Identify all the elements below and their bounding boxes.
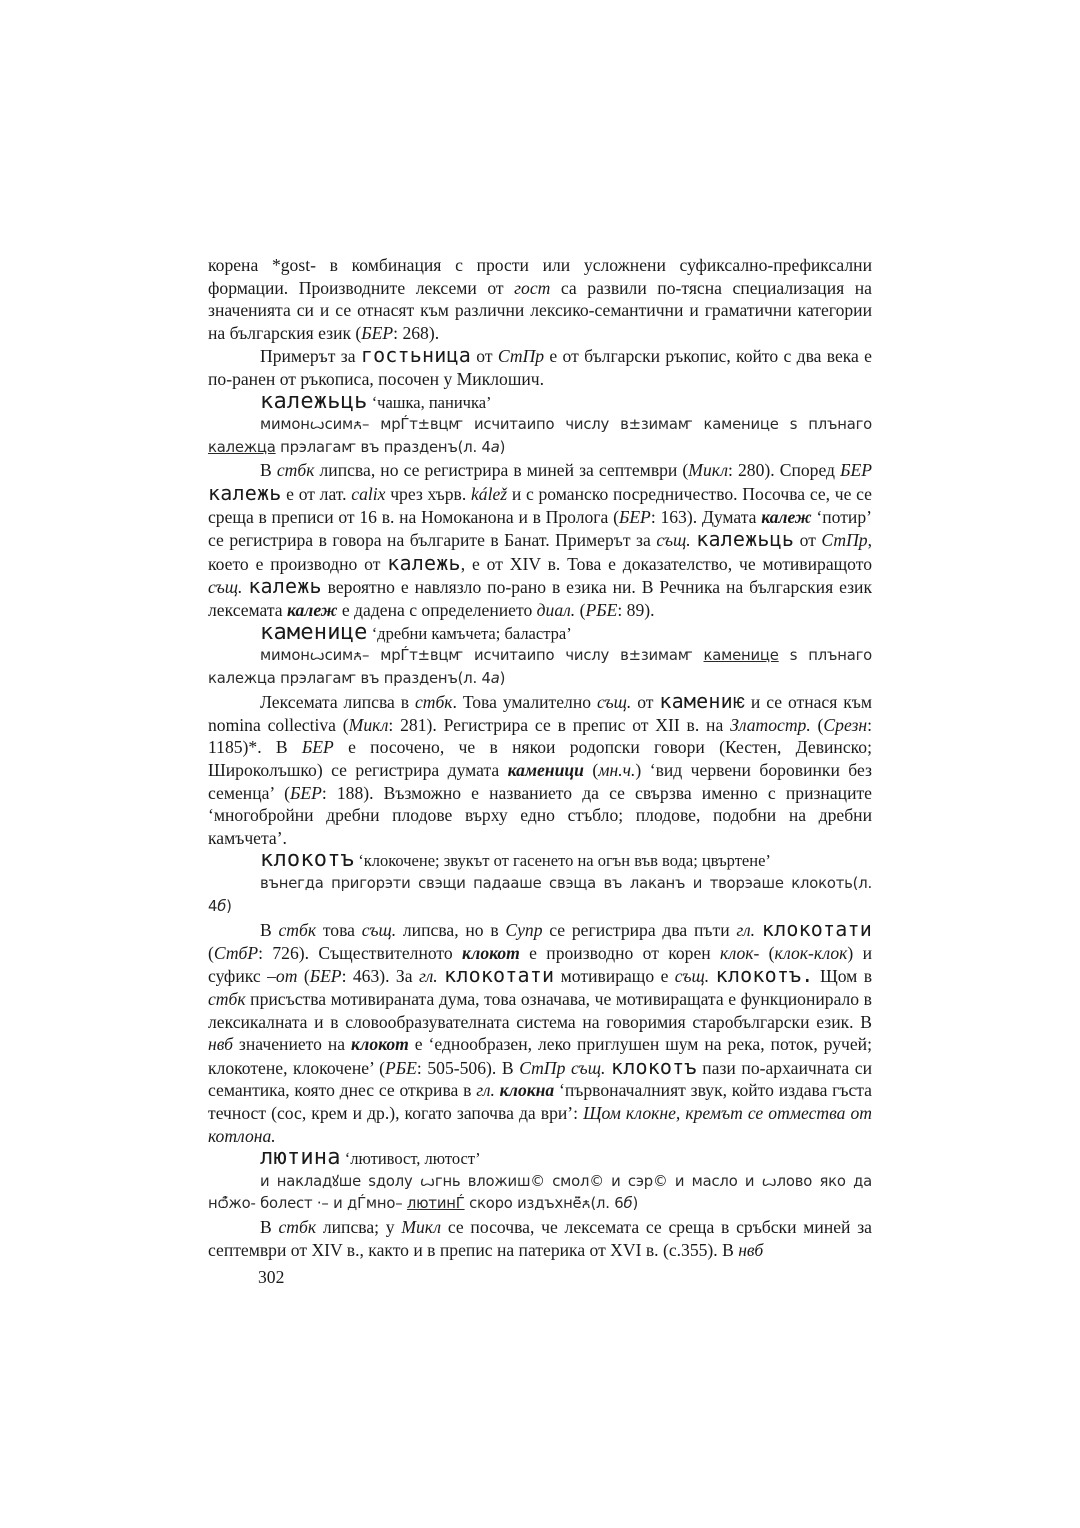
text-run: същ.: [208, 577, 243, 598]
text-run: : 268).: [393, 322, 440, 343]
text-run: СтПр: [497, 346, 545, 367]
text-run: значението на: [232, 1034, 352, 1055]
text-run: клокотъ.: [715, 963, 814, 988]
entry-headword-kamenitse: [208, 619, 872, 646]
text-run: клокотъ: [260, 847, 355, 873]
text-run: скоро издъхнё̃ꙉ(л. 6: [464, 1195, 624, 1213]
entry-headword-kalezhts: [208, 388, 872, 415]
text-run: калежь: [387, 550, 461, 575]
text-run: : 188). Възможно е названието да се свързва именно с признаците ‘многобройни дребни плодове върху едно стъбло; плодове, подобни на дребни камъчета’.: [208, 782, 872, 848]
text-run: гл.: [476, 1080, 495, 1101]
entry-body-kalezhts: [208, 459, 872, 621]
text-run: БЕР: [289, 782, 322, 803]
text-run: ) ‘вид червени боровинки без семенца’ (: [208, 760, 872, 803]
text-run: присъства мотивираната дума, това означава, че мотивиращата е функционирало в лексикалната и в словообразувателната система на говоримия старобългарски език. В: [208, 989, 872, 1032]
entry-quote-klokot: [208, 873, 872, 918]
text-run: калежьць: [696, 527, 795, 552]
entry-body-klokot: [208, 918, 872, 1147]
text-run: Срезн: [823, 714, 868, 735]
text-run: мимонꙍсимꙉ– мрЃт±вцꙧ исчитаипо числу в±зимаꙧ каменице ѕ плънаго: [260, 416, 872, 434]
entry-body-lyutina: [208, 1216, 872, 1261]
text-run: и накладꙋше ѕдолу ꙍгнь вложиш© смол© и сэр© и масло и ꙍлово яко да нѻ҆̃жо- болест ·– и дЃмно–: [208, 1172, 872, 1213]
text-run: чрез хърв.: [385, 483, 471, 504]
text-run: (: [759, 942, 775, 963]
entry-quote-lyutina: [208, 1171, 872, 1216]
text-run: клокотъ: [610, 1054, 697, 1079]
text-run: мимонꙍсимꙉ– мрЃт±вцꙧ исчитаипо числу в±зимаꙧ: [260, 647, 704, 665]
text-run: ‘чашка, паничка’: [367, 392, 492, 412]
text-run: гл.: [418, 966, 438, 987]
text-run: БЕР: [840, 460, 872, 481]
text-run: калеж: [761, 506, 812, 527]
text-run: стбк: [414, 692, 453, 713]
text-run: е производно от корен: [519, 942, 720, 963]
text-run: ) и суфикс: [208, 942, 872, 987]
text-run: същ.: [674, 966, 710, 987]
text-run: ‘потир’ се регистрира в говора на българите в Банат. Примерът за: [208, 506, 872, 551]
text-run: (: [810, 714, 824, 735]
paragraph-intro: [208, 254, 872, 344]
text-run: ): [499, 669, 506, 687]
text-run: от: [794, 530, 822, 551]
text-run: същ.: [361, 920, 397, 941]
text-run: а: [490, 669, 500, 687]
text-run: стбк: [278, 920, 317, 941]
text-run: от: [631, 692, 660, 713]
text-run: Микл: [401, 1216, 442, 1237]
text-run: е дадена с определението: [337, 599, 537, 620]
text-run: б: [623, 1195, 633, 1213]
text-run: : 505-506). В: [416, 1057, 520, 1078]
text-run: РБЕ: [585, 599, 618, 620]
text-run: същ.: [596, 692, 632, 713]
text-run: [755, 920, 762, 940]
text-run: БЕР: [301, 737, 334, 758]
text-run: В: [260, 460, 277, 481]
text-run: се посочва, че лексемата се среща в сръбски миней за септември от XIV в., както и в препис на патерика от XVI в. (с.355). В: [208, 1216, 872, 1260]
text-run: е ‘еднообразен, леко приглушен шум на река, поток, ручей; клокотене, клокочене’ (: [208, 1034, 872, 1078]
text-run: това: [316, 920, 362, 941]
text-run: мн.ч.: [598, 760, 636, 781]
text-run: камeници: [507, 760, 584, 781]
text-run: (: [583, 760, 599, 781]
text-run: клок-клок: [774, 942, 848, 963]
text-run: kálež: [470, 483, 508, 504]
text-run: ): [226, 897, 232, 915]
text-run: ): [632, 1195, 639, 1213]
paragraph-primer: [208, 344, 872, 390]
text-run: калежь: [208, 480, 282, 505]
text-run: ‘дребни камъчета; баластра’: [367, 623, 572, 643]
text-run: клокотати: [761, 917, 873, 942]
text-run: : 281). Регистрира се в препис от XII в. на: [388, 714, 731, 735]
text-run: РБЕ: [385, 1057, 417, 1078]
text-run: клок-: [720, 942, 760, 963]
text-run: БЕР: [309, 966, 342, 987]
text-run: каменице: [703, 647, 779, 665]
text-run: , което е производно от: [208, 530, 872, 574]
text-run: пази по-архаичната си семантика, която днес се открива в: [208, 1057, 873, 1101]
text-run: : 726). Съществителното: [258, 942, 463, 963]
text-run: същ.: [656, 530, 691, 551]
text-run: клокна: [499, 1080, 555, 1101]
text-run: калежца: [208, 438, 276, 456]
text-run: нвб: [208, 1034, 233, 1055]
text-run: –от: [267, 966, 298, 987]
text-run: клокот: [351, 1034, 409, 1055]
text-run: гост: [514, 277, 551, 298]
text-run: и с романско посредничество. Посочва се, че се среща в преписи от 16 в. на Номоканона и в Пролога (: [208, 483, 872, 527]
text-run: ‘първоначалният звук, който издава гъста течност (сос, крем и др.), когато започва да ври’:: [208, 1080, 872, 1123]
text-run: (: [297, 966, 310, 987]
text-run: ): [499, 438, 506, 456]
text-run: прэлагаꙧ въ празденъ(л. 4: [275, 438, 491, 456]
text-run: : 463). За: [341, 966, 419, 987]
text-run: , е от XIV в. Това е доказателство, че мотивиращото: [460, 553, 872, 574]
text-run: камениѥ: [659, 689, 746, 714]
text-run: корена *gost- в комбинация с прости или усложнени суфиксално-префиксални формации. Производните лексеми от: [208, 255, 872, 298]
text-run: и се отнася към nomina collectiva (: [208, 692, 872, 735]
text-run: липсва; у: [316, 1216, 402, 1237]
text-run: калеж: [287, 599, 338, 620]
main-text: [208, 254, 872, 1261]
text-run: В: [260, 1216, 279, 1237]
text-run: е от български ръкопис, който с два века е по-ранен от ръкописа, посочен у Миклошич.: [208, 346, 872, 389]
text-run: В: [260, 920, 279, 941]
text-run: от: [471, 346, 498, 367]
text-run: се регистрира два пъти: [542, 920, 737, 941]
text-run: е посочено, че в някои родопски говори (Кестен, Девинско; Широколъшко) се регистрира думата: [208, 737, 872, 781]
entry-headword-lyutina: [208, 1147, 872, 1171]
text-run: : 1185)*. В: [208, 714, 873, 758]
text-run: ‘лютивост, лютост’: [340, 1149, 481, 1169]
text-run: СтПр: [519, 1057, 566, 1078]
text-run: ѕ плънаго калежца прэлагаꙧ въ празденъ(л. 4: [208, 647, 872, 687]
text-run: : 163). Думата: [650, 506, 762, 527]
entry-headword-klokot: [208, 849, 872, 873]
text-run: клокотати: [444, 963, 555, 988]
text-run: липсва, но в: [396, 920, 506, 941]
text-run: Щом в: [813, 966, 873, 987]
text-run: стбк: [276, 460, 315, 481]
text-run: гл.: [736, 920, 756, 941]
text-run: СтПр: [821, 530, 868, 551]
text-run: (: [575, 599, 586, 620]
text-run: (: [208, 942, 214, 963]
text-run: Микл: [688, 460, 729, 481]
text-run: липсва, но се регистрира в миней за септември (: [314, 460, 689, 481]
text-run: мотивиращо е: [554, 966, 675, 987]
text-run: е от лат.: [281, 483, 352, 504]
text-run: : 280). Според: [728, 460, 841, 481]
entry-body-kamenitse: [208, 690, 872, 849]
text-run: каменице: [260, 619, 368, 645]
text-run: б: [217, 897, 227, 915]
text-run: са развили по-тясна специализация на значенията си и се отнасят към различни лексико-семантични и граматични категории на българския език (: [208, 277, 872, 343]
text-run: ‘клокочене; звукът от гасенето на огън във вода; цвъртене’: [354, 851, 771, 871]
text-run: : 89).: [617, 599, 655, 620]
text-run: БЕР: [361, 322, 394, 343]
text-run: гостьница: [360, 343, 471, 368]
text-run: Лексемата липсва в: [260, 692, 415, 713]
text-run: Щом клокне, кремът се отмества от котлона.: [208, 1102, 872, 1146]
text-run: диал.: [536, 599, 576, 620]
text-run: Примерът за: [260, 346, 361, 367]
page-number: 302: [258, 1267, 285, 1287]
text-run: БЕР: [618, 506, 651, 527]
text-run: калежь: [248, 574, 322, 599]
text-run: вероятно е навлязло по-рано в езика ни. В Речника на българския език лексемата: [208, 577, 873, 620]
entry-quote-kamenitse: [208, 645, 872, 690]
text-run: Супр: [505, 920, 543, 941]
text-run: същ.: [570, 1057, 606, 1078]
text-run: Златостр.: [730, 714, 811, 735]
text-run: клокот: [462, 942, 520, 963]
entry-quote-kalezhts: [208, 414, 872, 459]
text-run: а: [490, 438, 500, 456]
text-run: нвб: [738, 1239, 764, 1260]
text-run: calix: [351, 483, 386, 504]
text-run: калежьць: [260, 388, 368, 414]
text-run: . Това умалително: [452, 692, 597, 713]
text-run: Микл: [348, 714, 389, 735]
text-run: стбк: [278, 1216, 317, 1237]
text-run: вънегда пригорэти свэщи падааше свэща въ лаканъ и творэаше клокоть(л. 4: [208, 875, 872, 915]
text-run: лютинЃ: [406, 1195, 465, 1213]
text-run: СтбР: [213, 942, 259, 963]
text-run: лютина: [260, 1145, 341, 1171]
text-run: стбк: [208, 989, 246, 1009]
